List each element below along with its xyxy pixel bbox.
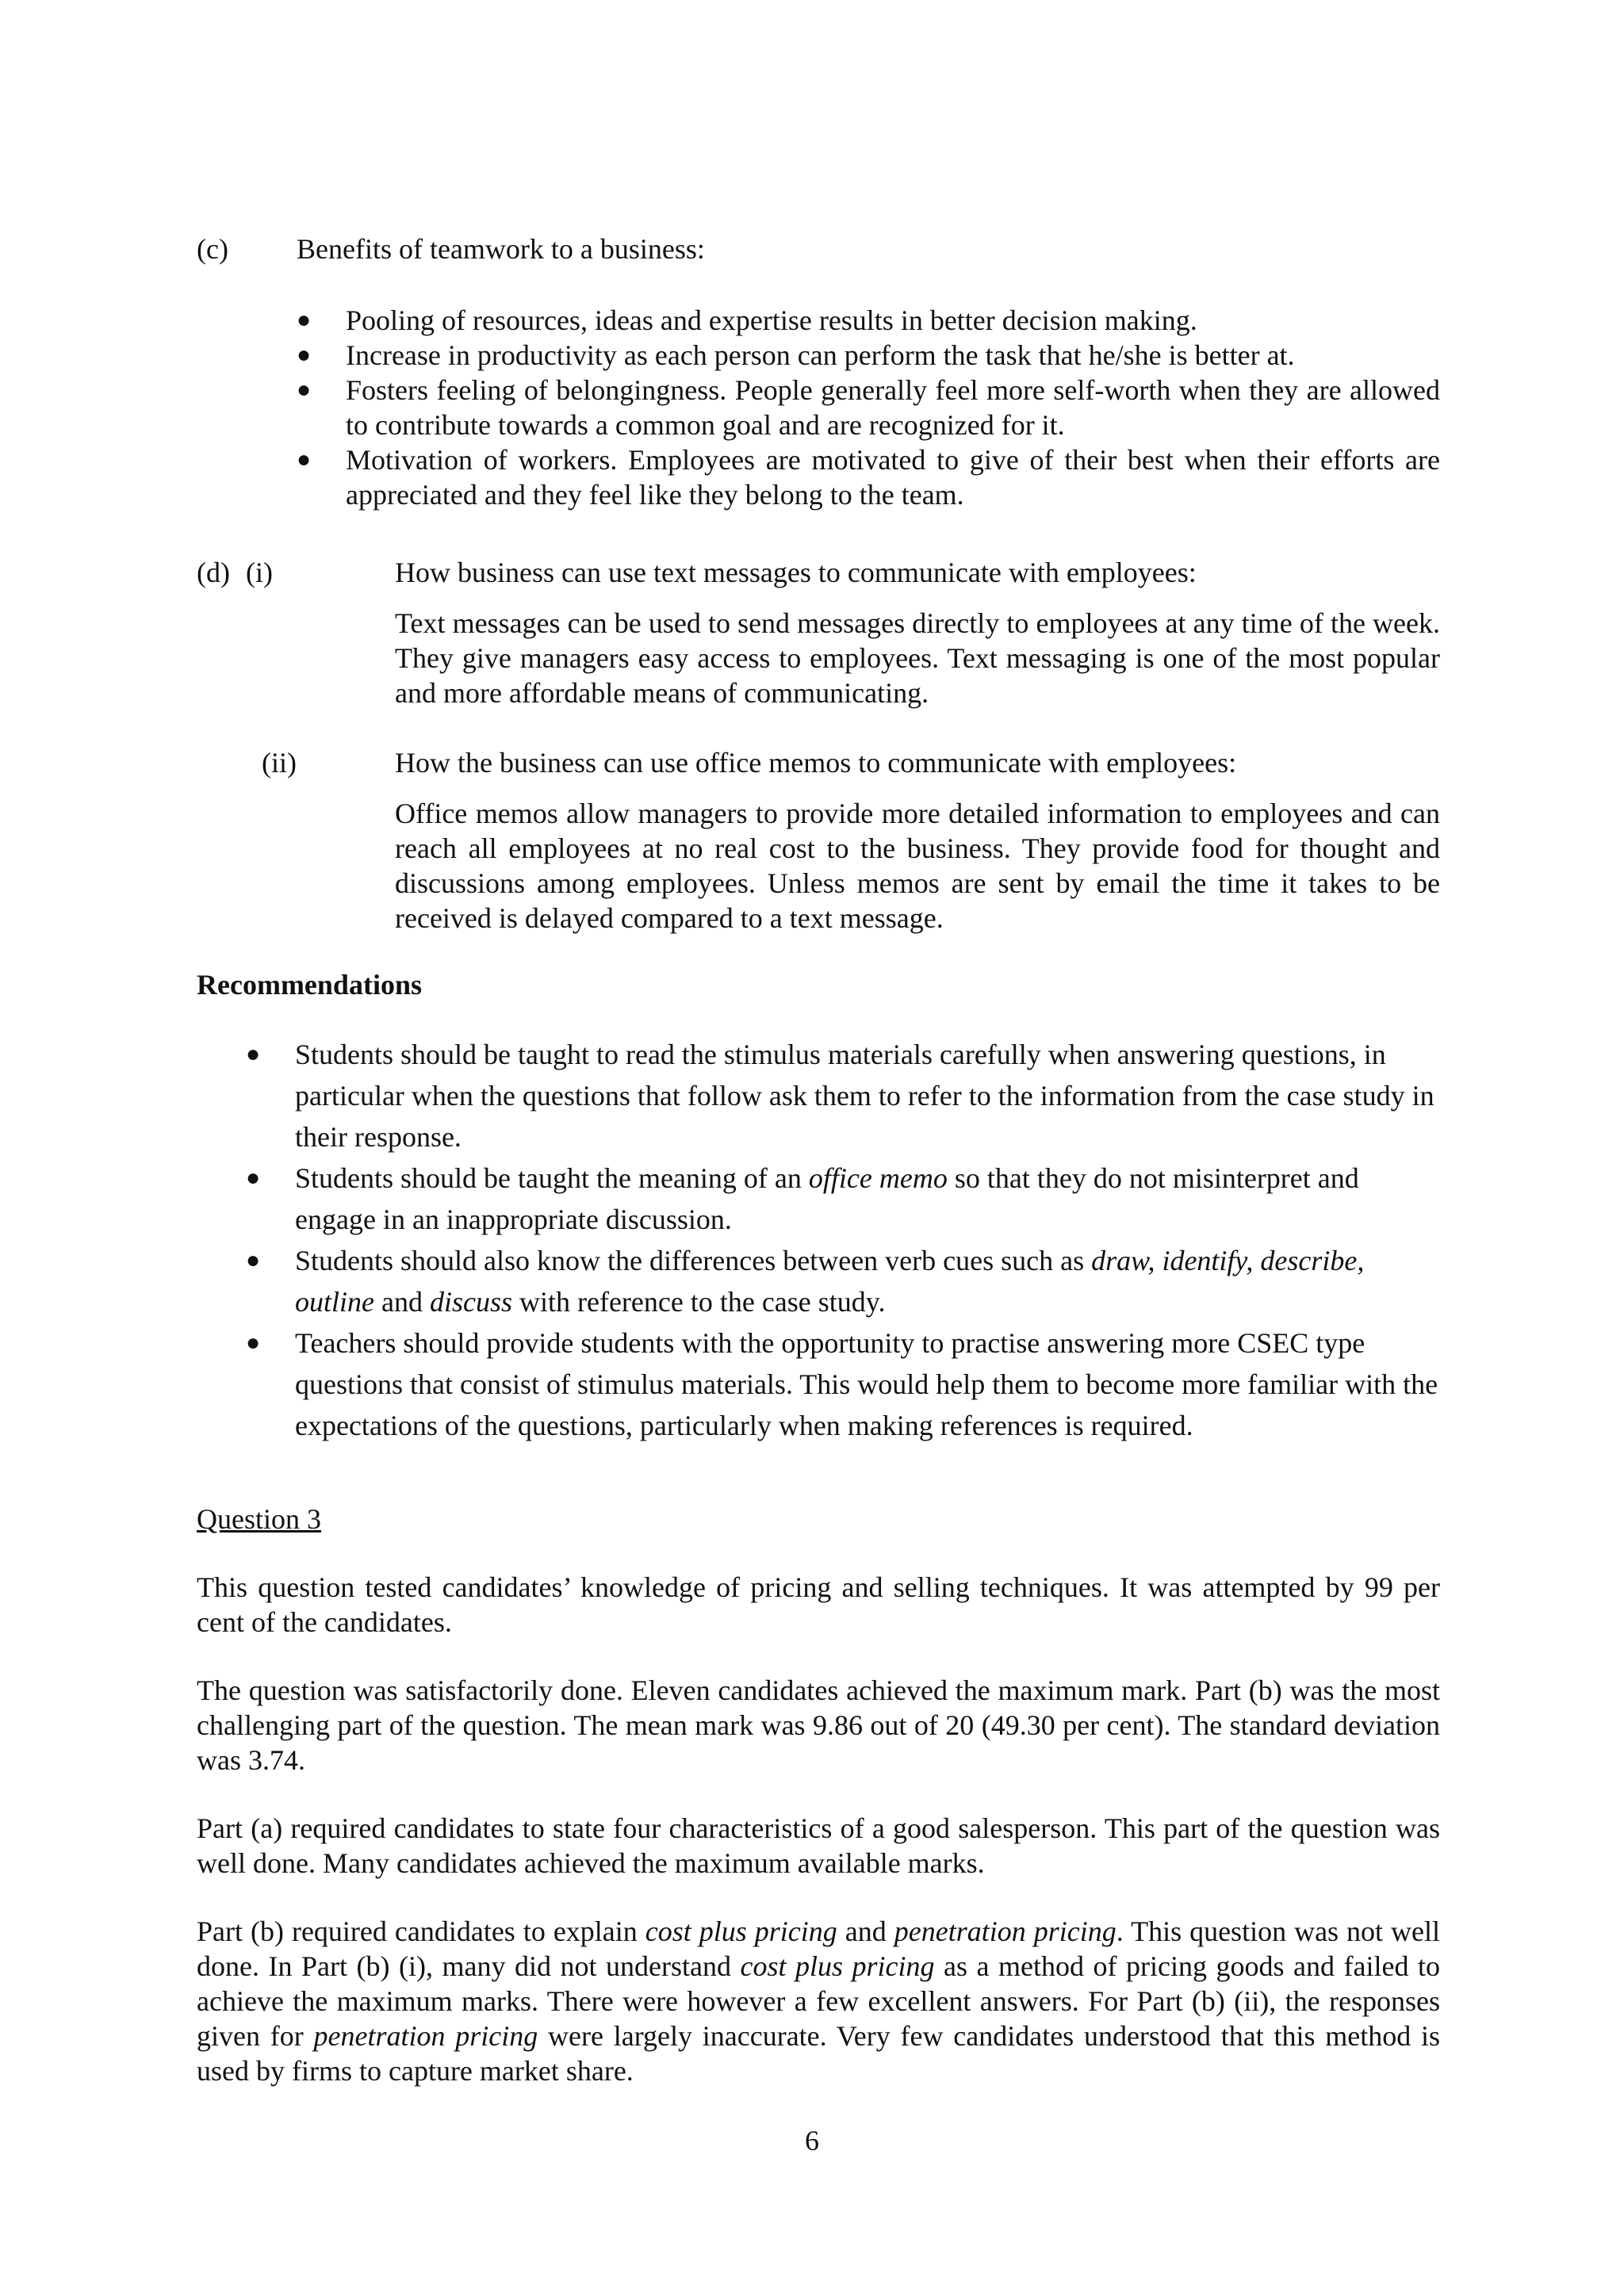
bullet-icon: ● <box>246 1165 261 1191</box>
bullet-icon: ● <box>297 377 312 403</box>
section-d-i-label: (i) <box>246 557 273 588</box>
question-3-paragraph-4: Part (b) required candidates to explain cost plus pricing and penetration pricing. This question was not well done. In Part (b) (i), many did not understand cost plus pricing as a method of pricing goods and failed to achieve the maximum marks. There were however a few excellent answers. For Part (b) (ii), the responses given for penetration pricing were largely inaccurate. Very few candidates understood that this method is used by firms to capture market share. <box>197 1915 1441 2087</box>
question-3-paragraph-3: Part (a) required candidates to state four characteristics of a good salesperson. This part of the question was well done. Many candidates achieved the maximum available marks. <box>197 1812 1440 1879</box>
question-3-paragraph-2: The question was satisfactorily done. Eleven candidates achieved the maximum mark. Part (b) was the most challenging part of the question. The mean mark was 9.86 out of 20 (49.30 per cent). The standard deviation was 3.74. <box>197 1674 1440 1776</box>
recommendations-heading: Recommendations <box>197 969 422 1001</box>
question-3-heading: Question 3 <box>197 1503 321 1535</box>
section-d-ii-heading: How the business can use office memos to communicate with employees: <box>395 747 1237 779</box>
list-item: ● Pooling of resources, ideas and expertise results in better decision making. <box>297 304 1197 336</box>
bullet-icon: ● <box>297 342 312 368</box>
section-d-ii-label: (ii) <box>262 747 297 779</box>
page-number: 6 <box>805 2125 819 2156</box>
list-item: ● Students should also know the differences between verb cues such as draw, identify, describe, outline and discuss with reference to the case study. <box>246 1240 1443 1322</box>
section-d-i-body: Text messages can be used to send messages directly to employees at any time of the week. They give managers easy access to employees. Text messaging is one of the most popular and more affordable means of communicating. <box>395 607 1440 709</box>
list-item: ● Motivation of workers. Employees are motivated to give of their best when their efforts are appreciated and they feel like they belong to the team. <box>297 444 1440 511</box>
list-item: ● Fosters feeling of belongingness. People generally feel more self-worth when they are allowed to contribute towards a common goal and are recognized for it. <box>297 374 1440 441</box>
list-item: ● Teachers should provide students with the opportunity to practise answering more CSEC type questions that consist of stimulus materials. This would help them to become more familiar with the expectations of the questions, particularly when making references is required. <box>246 1322 1443 1446</box>
section-d-label: (d) <box>197 557 230 588</box>
list-item: ● Students should be taught the meaning of an office memo so that they do not misinterpret and engage in an inappropriate discussion. <box>246 1158 1443 1240</box>
section-c-label: (c) <box>197 233 228 265</box>
section-c-bullets <box>297 303 1440 512</box>
section-c-heading: Benefits of teamwork to a business: <box>297 233 705 265</box>
list-item: ● Students should be taught to read the stimulus materials carefully when answering questions, in particular when the questions that follow ask them to refer to the information from the case study in their response. <box>246 1034 1443 1158</box>
bullet-icon: ● <box>246 1330 261 1356</box>
list-item: ● Increase in productivity as each person can perform the task that he/she is better at. <box>297 339 1295 371</box>
bullet-icon: ● <box>246 1247 261 1273</box>
bullet-icon: ● <box>297 307 312 333</box>
section-d-ii-body: Office memos allow managers to provide more detailed information to employees and can reach all employees at no real cost to the business. They provide food for thought and discussions among employees. Unless memos are sent by email the time it takes to be received is delayed compared to a text message. <box>395 798 1440 934</box>
bullet-icon: ● <box>246 1041 261 1067</box>
recommendations-list <box>246 1034 1443 1446</box>
question-3-paragraph-1: This question tested candidates’ knowledge of pricing and selling techniques. It was attempted by 99 per cent of the candidates. <box>197 1571 1440 1638</box>
section-d-i-heading: How business can use text messages to communicate with employees: <box>395 557 1197 588</box>
bullet-icon: ● <box>297 446 312 473</box>
